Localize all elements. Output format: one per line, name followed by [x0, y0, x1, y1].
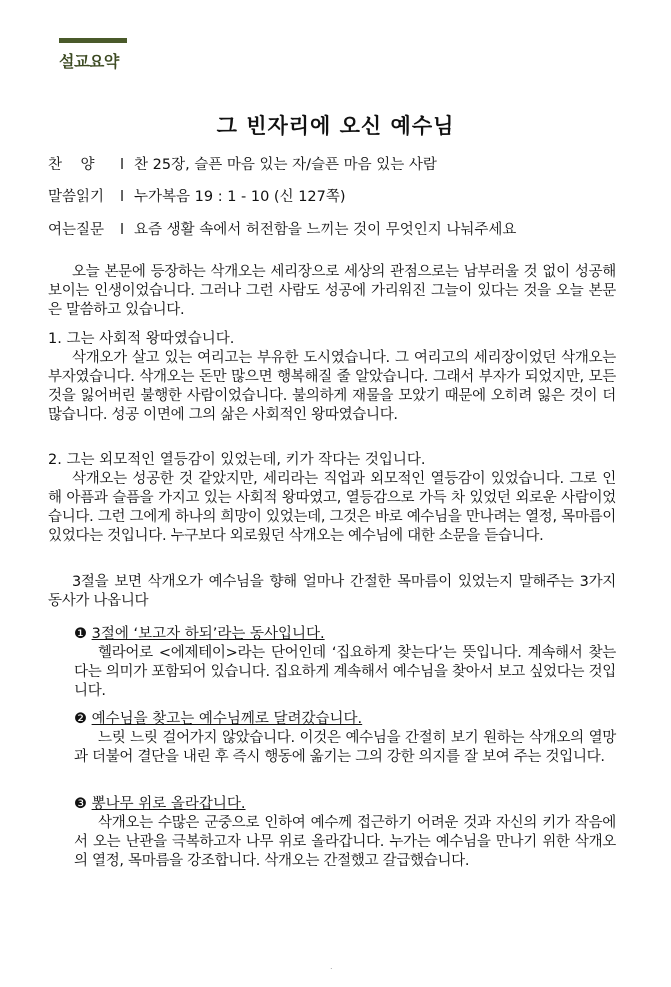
- header-accent-bar: [59, 38, 127, 43]
- verb1-heading-text: 3절에 ‘보고자 하되’라는 동사입니다.: [91, 626, 325, 642]
- info-question: [48, 218, 516, 239]
- point1-body: [48, 349, 616, 425]
- intro-paragraph: [48, 263, 616, 320]
- transition-text: 3절을 보면 삭개오가 예수님을 향해 얼마나 간절한 목마름이 있었는지 말해주는 3가지 동사가 나옵니다: [48, 574, 616, 609]
- verb2-body: [74, 729, 616, 767]
- info-value: 요즘 생활 속에서 허전함을 느끼는 것이 무엇인지 나눠주세요: [134, 222, 517, 238]
- verb3-body: [74, 814, 616, 871]
- verb2-text: 느릿 느릿 걸어가지 않았습니다. 이것은 예수님을 간절히 보기 원하는 삭개오의 열망과 더불어 결단을 내린 후 즉시 행동에 옮기는 그의 강한 의지를 잘 보여 주는 것입니다.: [74, 730, 616, 765]
- verb3-text: 삭개오는 수많은 군중으로 인하여 예수께 접근하기 어려운 것과 자신의 키가 작음에서 오는 난관을 극복하고자 나무 위로 올라갑니다. 누가는 예수님을 만나기 위한 삭개오의 열정, 목마름을 강조합니다. 삭개오는 간절했고 갈급했습니다.: [74, 815, 616, 869]
- point2-body: [48, 470, 616, 546]
- point1-text: 삭개오가 살고 있는 여리고는 부유한 도시였습니다. 그 여리고의 세리장이었던 삭개오는 부자였습니다. 삭개오는 돈만 많으면 행복해질 줄 알았습니다. 그래서 부자가 되었지만, 모든 것을 잃어버린 불행한 사람이었습니다. 불의하게 재물을 모았기 때문에 오히려 잃은 것이 더 많습니다. 성공 이면에 그의 삶은 사회적인 왕따였습니다.: [48, 350, 616, 423]
- verb1-body: [74, 644, 616, 701]
- section-tag: 설교요약: [59, 52, 119, 71]
- info-separator: l: [120, 157, 125, 173]
- info-label: 여는질문: [48, 222, 105, 238]
- verb1-text: 헬라어로 <에제테이>라는 단어인데 ‘집요하게 찾는다’는 뜻입니다. 계속해서 찾는다는 의미가 포함되어 있습니다. 집요하게 계속해서 예수님을 찾아서 보고 싶었다는 것입니다.: [74, 645, 616, 699]
- sermon-title: 그 빈자리에 오신 예수님: [216, 114, 455, 138]
- transition-paragraph: [48, 573, 616, 611]
- verb3-number-icon: ❸: [74, 796, 87, 812]
- info-separator: l: [120, 222, 125, 238]
- verb3-heading-text: 뽕나무 위로 올라갑니다.: [91, 796, 246, 812]
- info-label: 말씀읽기: [48, 189, 105, 205]
- verb2-heading-text: 예수님을 찾고는 예수님께로 달려갔습니다.: [91, 711, 363, 727]
- info-separator: l: [120, 189, 125, 205]
- info-value: 누가복음 19 : 1 - 10 (신 127쪽): [134, 189, 346, 205]
- point1-heading: 1. 그는 사회적 왕따였습니다.: [48, 331, 235, 347]
- info-value: 찬 25장, 슬픈 마음 있는 자/슬픈 마음 있는 사람: [134, 157, 437, 173]
- page-speck: .: [330, 962, 333, 971]
- info-reading: [48, 185, 346, 206]
- verb2-number-icon: ❷: [74, 711, 87, 727]
- verb2-heading: [74, 710, 362, 729]
- point2-text: 삭개오는 성공한 것 같았지만, 세리라는 직업과 외모적인 열등감이 있었습니다. 그로 인해 아픔과 슬픔을 가지고 있는 사회적 왕따였고, 열등감으로 가득 차 있었던 외로운 사람이었습니다. 그런 그에게 하나의 희망이 있었는데, 그것은 바로 예수님을 만나려는 열정, 목마름이 있었다는 것입니다. 누구보다 외로웠던 삭개오는 예수님에 대한 소문을 듣습니다.: [48, 471, 616, 544]
- intro-text: 오늘 본문에 등장하는 삭개오는 세리장으로 세상의 관점으로는 남부러울 것 없이 성공해 보이는 인생이었습니다. 그러나 그런 사람도 성공에 가리워진 그늘이 있다는 것을 오늘 본문은 말씀하고 있습니다.: [48, 264, 616, 318]
- point2-heading: 2. 그는 외모적인 열등감이 있었는데, 키가 작다는 것입니다.: [48, 452, 426, 468]
- info-hymn: [48, 153, 437, 174]
- verb3-heading: [74, 795, 246, 814]
- verb1-number-icon: ❶: [74, 626, 87, 642]
- verb1-heading: [74, 625, 325, 644]
- info-label: 찬 양: [48, 157, 95, 173]
